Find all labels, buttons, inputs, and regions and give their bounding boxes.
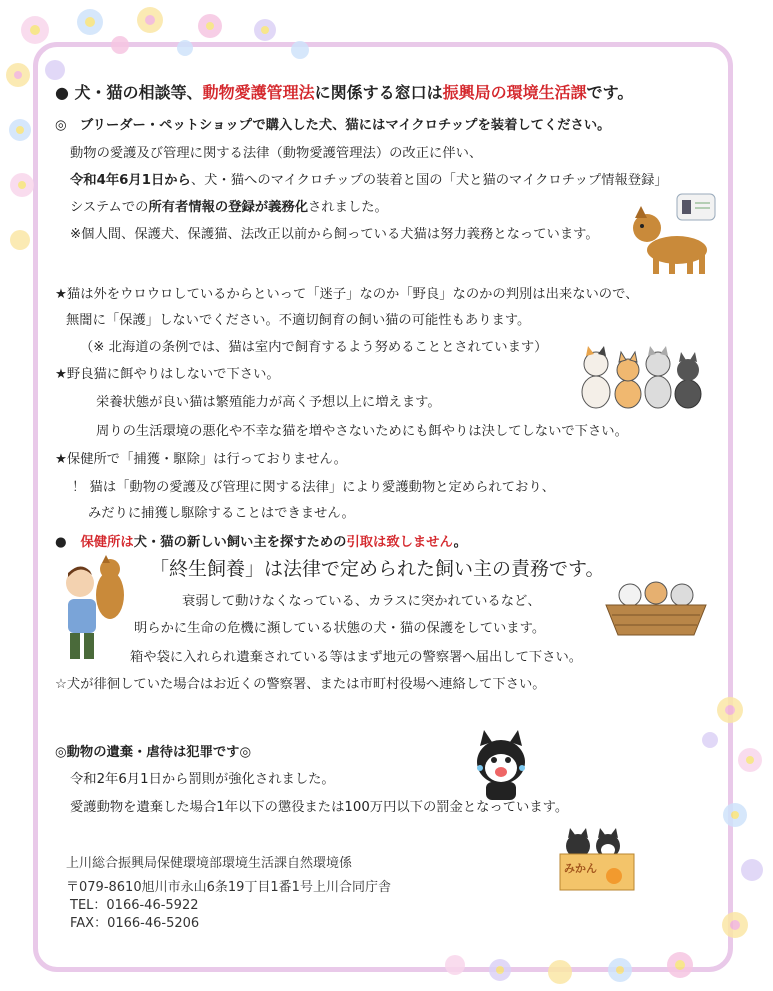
rescue-line: 明らかに生命の危機に瀕している状態の犬・猫の保護をしています。 — [134, 621, 546, 636]
microchip-line: 動物の愛護及び管理に関する法律（動物愛護管理法）の改正に伴い、 — [70, 146, 483, 161]
cat-line: 無闇に「保護」しないでください。不適切飼育の飼い猫の可能性もあります。 — [66, 313, 531, 328]
bullet: ● — [55, 83, 69, 102]
health-center-text: 保健所は — [80, 535, 134, 550]
microchip-note: ※個人間、保護犬、保護猫、法改正以前から飼っている犬猫は努力義務となっています。 — [70, 227, 599, 242]
feeding-line: 栄養状態が良い猫は繁殖能力が高く予想以上に増えます。 — [96, 395, 441, 410]
text: 、犬・猫へのマイクロチップの装着と国の「犬と猫のマイクロチップ情報登録」 — [190, 173, 668, 188]
text: されました。 — [308, 200, 388, 215]
microchip-heading: ◎ ブリーダー・ペットショップで購入した犬、猫にはマイクロチップを装着してください。 — [55, 118, 611, 133]
capture-line: みだりに捕獲し駆除することはできません。 — [88, 506, 355, 521]
text: 犬・猫の相談等、 — [74, 83, 203, 102]
text: システムでの — [70, 200, 149, 215]
rescue-line: 箱や袋に入れられ遺棄されている等はまず地元の警察署へ届出して下さい。 — [130, 650, 583, 665]
crying-dog-illustration — [470, 730, 532, 802]
cats-in-basket-illustration — [602, 575, 710, 637]
box-label: みかん — [564, 862, 597, 875]
capture-heading: ★保健所で「捕獲・駆除」は行っておりません。 — [55, 452, 347, 467]
text: 。 — [453, 535, 467, 550]
intake-heading — [55, 534, 467, 552]
stray-dog-line: ☆犬が徘徊していた場合はお近くの警察署、または市町村役場へ連絡して下さい。 — [55, 677, 546, 692]
text: に関係する窓口は — [314, 83, 443, 102]
cat-line: ★猫は外をウロウロしているからといって「迷子」なのか「野良」なのかの判別は出来ないので、 — [55, 287, 639, 302]
abandonment-heading: ◎動物の遺棄・虐待は犯罪です◎ — [55, 745, 252, 760]
date-text: 令和4年6月1日から — [70, 173, 191, 188]
rescue-line: 衰弱して動けなくなっている、カラスに突かれているなど、 — [182, 594, 541, 609]
lifetime-care-heading: 「終生飼養」は法律で定められた飼い主の責務です。 — [150, 558, 605, 580]
microchip-line — [70, 199, 388, 217]
cats-in-box-illustration — [556, 828, 640, 892]
feeding-line: 周りの生活環境の悪化や不幸な猫を増やさないためにも餌やりは決してしないで下さい。 — [96, 424, 628, 439]
capture-line: ！ 猫は「動物の愛護及び管理に関する法律」により愛護動物と定められており、 — [72, 480, 555, 495]
person-holding-dog-illustration — [58, 555, 136, 665]
microchip-line — [70, 172, 668, 190]
mandatory-text: 所有者情報の登録が義務化 — [148, 200, 309, 215]
section1-heading — [55, 84, 633, 102]
text: です。 — [586, 83, 634, 102]
contact-org: 上川総合振興局保健環境部環境生活課自然環境係 — [66, 856, 353, 871]
contact-tel: TEL：0166-46-5922 — [70, 898, 199, 913]
abandonment-line: 令和2年6月1日から罰則が強化されました。 — [70, 772, 335, 787]
feeding-heading: ★野良猫に餌やりはしないで下さい。 — [55, 367, 280, 382]
contact-fax: FAX：0166-46-5206 — [70, 916, 200, 931]
abandonment-line: 愛護動物を遺棄した場合1年以下の懲役または100万円以下の罰金となっています。 — [70, 800, 569, 815]
law-name: 動物愛護管理法 — [202, 83, 315, 102]
contact-address: 〒079-8610旭川市永山6条19丁目1番1号上川合同庁舎 — [66, 880, 391, 895]
text: 犬・猫の新しい飼い主を探すための — [133, 535, 347, 550]
no-intake-text: 引取は致しません — [346, 535, 454, 550]
bullet: ● — [55, 535, 67, 550]
office-name: 振興局の環境生活課 — [442, 83, 587, 102]
cat-ordinance-note: （※ 北海道の条例では、猫は室内で飼育するよう努めることとされています） — [80, 340, 548, 355]
four-cats-illustration — [578, 342, 708, 410]
dog-microchip-illustration — [625, 192, 720, 277]
